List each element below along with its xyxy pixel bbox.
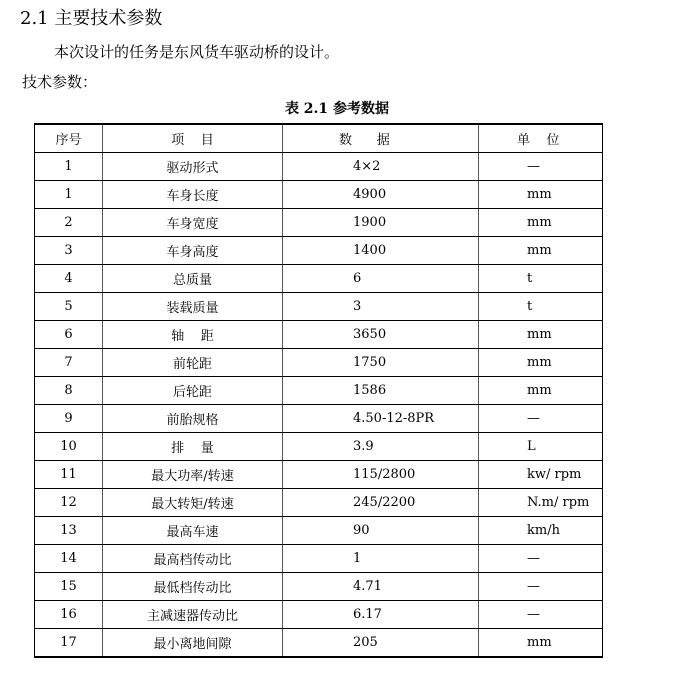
cell-no: 6 — [35, 321, 103, 349]
cell-item: 驱动形式 — [103, 153, 283, 181]
cell-unit: mm — [479, 321, 603, 349]
cell-item: 总质量 — [103, 265, 283, 293]
params-label: 技术参数： — [22, 73, 98, 91]
cell-unit: mm — [479, 181, 603, 209]
cell-unit: L — [479, 433, 603, 461]
cell-no: 11 — [35, 461, 103, 489]
section-heading: 2.1 主要技术参数 — [20, 8, 163, 29]
cell-unit: t — [479, 265, 603, 293]
cell-no: 17 — [35, 629, 103, 658]
table-row — [35, 489, 603, 517]
cell-unit: mm — [479, 349, 603, 377]
header-item: 项 目 — [103, 124, 283, 153]
table-row — [35, 545, 603, 573]
cell-value: 3.9 — [283, 433, 479, 461]
cell-unit: mm — [479, 237, 603, 265]
cell-item: 最大功率/转速 — [103, 461, 283, 489]
parameters-table — [34, 123, 603, 658]
cell-value: 90 — [283, 517, 479, 545]
cell-no: 9 — [35, 405, 103, 433]
table-row — [35, 629, 603, 658]
cell-value: 4.71 — [283, 573, 479, 601]
cell-no: 3 — [35, 237, 103, 265]
cell-value: 6 — [283, 265, 479, 293]
table-row — [35, 293, 603, 321]
cell-item: 最低档传动比 — [103, 573, 283, 601]
header-unit: 单 位 — [479, 124, 603, 153]
table-row — [35, 265, 603, 293]
cell-unit: N.m/ rpm — [479, 489, 603, 517]
table-row — [35, 461, 603, 489]
table-caption: 表 2.1 参考数据 — [284, 101, 390, 117]
cell-item: 最大转矩/转速 — [103, 489, 283, 517]
cell-value: 3 — [283, 293, 479, 321]
intro-paragraph: 本次设计的任务是东风货车驱动桥的设计。 — [54, 43, 340, 61]
table-row — [35, 433, 603, 461]
table-row — [35, 573, 603, 601]
cell-item: 最小离地间隙 — [103, 629, 283, 658]
cell-no: 8 — [35, 377, 103, 405]
cell-no: 13 — [35, 517, 103, 545]
cell-no: 2 — [35, 209, 103, 237]
cell-no: 4 — [35, 265, 103, 293]
cell-item: 车身宽度 — [103, 209, 283, 237]
table-row — [35, 181, 603, 209]
table-row — [35, 377, 603, 405]
cell-unit: — — [479, 153, 603, 181]
cell-no: 5 — [35, 293, 103, 321]
cell-item: 装载质量 — [103, 293, 283, 321]
table-row — [35, 153, 603, 181]
cell-value: 1586 — [283, 377, 479, 405]
table-row — [35, 517, 603, 545]
table-header-row — [35, 124, 603, 153]
cell-value: 205 — [283, 629, 479, 658]
cell-unit: mm — [479, 629, 603, 658]
cell-no: 1 — [35, 181, 103, 209]
header-no: 序号 — [35, 124, 103, 153]
cell-unit: — — [479, 545, 603, 573]
cell-item: 后轮距 — [103, 377, 283, 405]
cell-unit: — — [479, 601, 603, 629]
cell-item: 最高档传动比 — [103, 545, 283, 573]
cell-item: 轴 距 — [103, 321, 283, 349]
cell-value: 4900 — [283, 181, 479, 209]
cell-value: 4.50-12-8PR — [283, 405, 479, 433]
cell-value: 115/2800 — [283, 461, 479, 489]
cell-value: 1400 — [283, 237, 479, 265]
cell-item: 前轮距 — [103, 349, 283, 377]
cell-value: 1900 — [283, 209, 479, 237]
table-row — [35, 349, 603, 377]
cell-no: 10 — [35, 433, 103, 461]
cell-no: 7 — [35, 349, 103, 377]
cell-value: 1750 — [283, 349, 479, 377]
cell-no: 16 — [35, 601, 103, 629]
table-row — [35, 237, 603, 265]
cell-unit: t — [479, 293, 603, 321]
table-row — [35, 405, 603, 433]
cell-item: 排 量 — [103, 433, 283, 461]
cell-unit: mm — [479, 209, 603, 237]
cell-no: 12 — [35, 489, 103, 517]
cell-item: 最高车速 — [103, 517, 283, 545]
table-row — [35, 321, 603, 349]
cell-unit: mm — [479, 377, 603, 405]
cell-item: 车身长度 — [103, 181, 283, 209]
table-row — [35, 601, 603, 629]
cell-unit: kw/ rpm — [479, 461, 603, 489]
cell-no: 1 — [35, 153, 103, 181]
table-row — [35, 209, 603, 237]
cell-unit: — — [479, 405, 603, 433]
cell-value: 4×2 — [283, 153, 479, 181]
cell-unit: km/h — [479, 517, 603, 545]
cell-value: 245/2200 — [283, 489, 479, 517]
cell-no: 14 — [35, 545, 103, 573]
cell-no: 15 — [35, 573, 103, 601]
cell-item: 主减速器传动比 — [103, 601, 283, 629]
cell-item: 车身高度 — [103, 237, 283, 265]
header-value: 数 据 — [283, 124, 479, 153]
cell-value: 3650 — [283, 321, 479, 349]
cell-item: 前胎规格 — [103, 405, 283, 433]
cell-value: 6.17 — [283, 601, 479, 629]
cell-value: 1 — [283, 545, 479, 573]
cell-unit: — — [479, 573, 603, 601]
